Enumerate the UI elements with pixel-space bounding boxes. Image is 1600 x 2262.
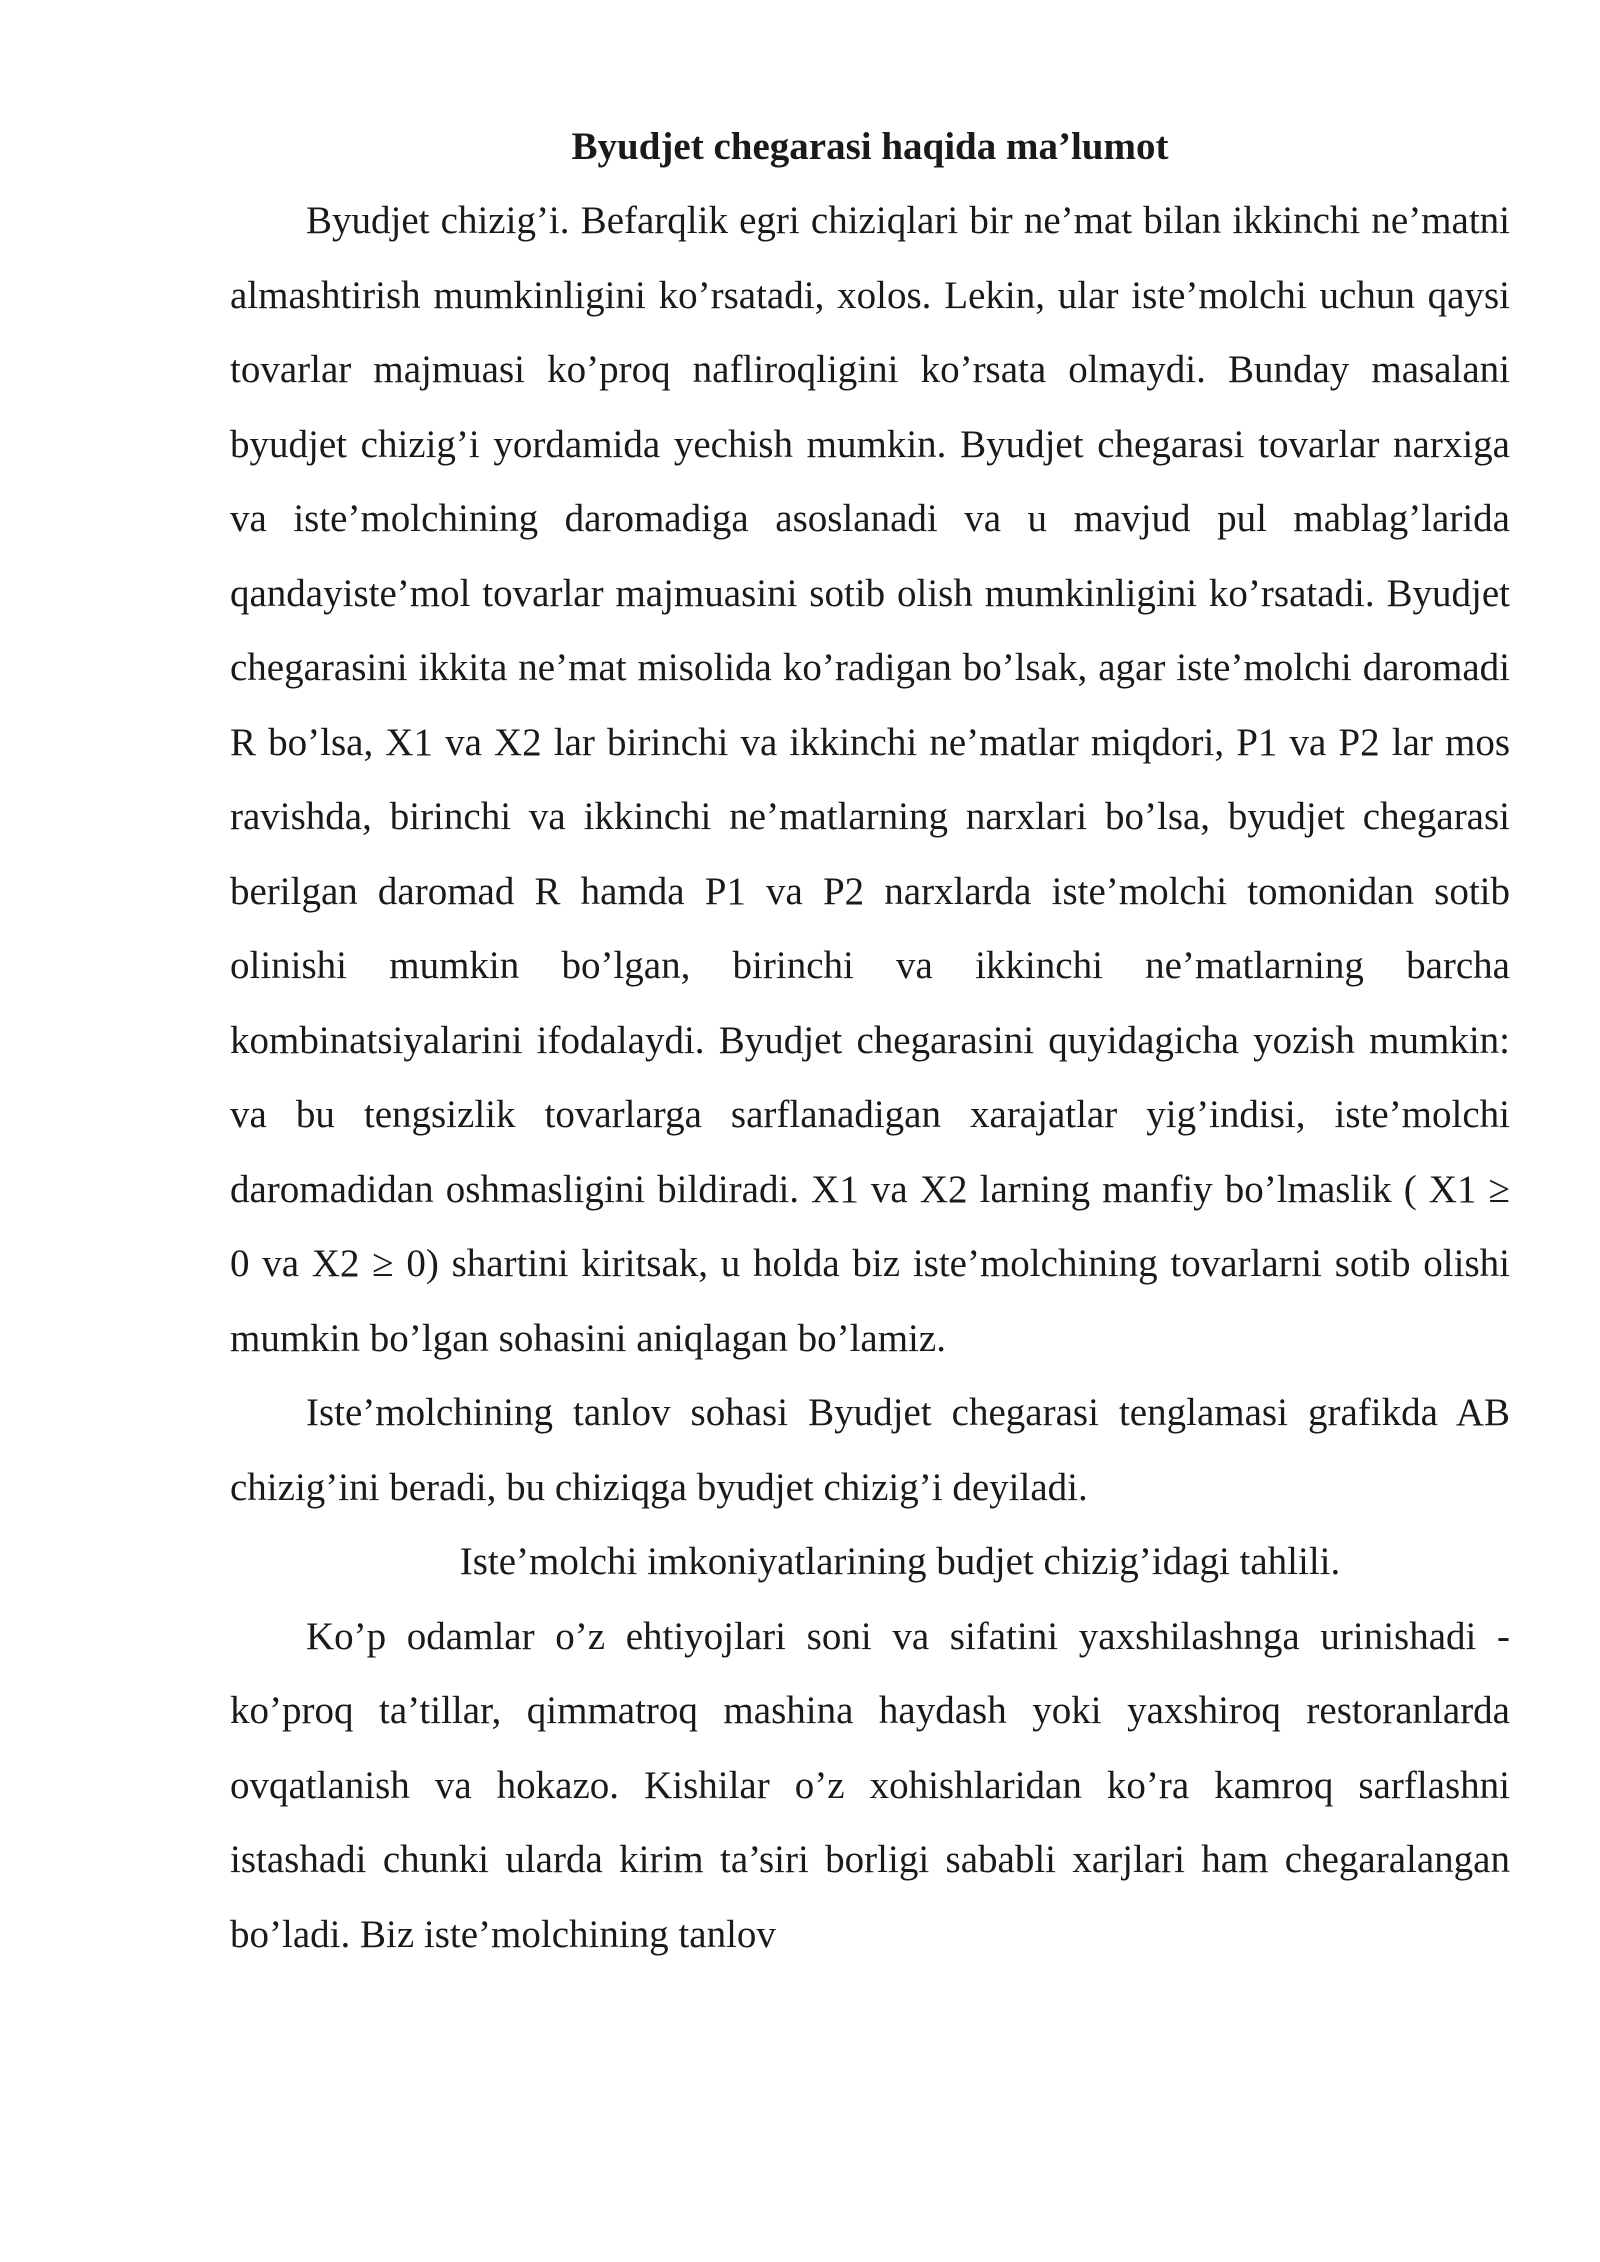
paragraph-budget-line: Byudjet chizig’i. Befarqlik egri chiziqlari bir ne’mat bilan ikkinchi ne’matni almashtirish mumkinligini ko’rsatadi, xolos. Lekin, ular iste’molchi uchun qaysi tovarlar majmuasi ko’proq nafliroqligini ko’rsata olmaydi. Bunday masalani byudjet chizig’i yordamida yechish mumkin. Byudjet chegarasi tovarlar narxiga va iste’molchining daromadiga asoslanadi va u mavjud pul mablag’larida qandayiste’mol tovarlar majmuasini sotib olish mumkinligini ko’rsatadi. Byudjet chegarasini ikkita ne’mat misolida ko’radigan bo’lsak, agar iste’molchi daromadi R bo’lsa, X1 va X2 lar birinchi va ikkinchi ne’matlar miqdori, P1 va P2 lar mos ravishda, birinchi va ikkinchi ne’matlarning narxlari bo’lsa, byudjet chegarasi berilgan daromad R hamda P1 va P2 narxlarda iste’molchi tomonidan sotib olinishi mumkin bo’lgan, birinchi va ikkinchi ne’matlarning barcha kombinatsiyalarini ifodalaydi. Byudjet chegarasini quyidagicha yozish mumkin: va bu tengsizlik tovarlarga sarflanadigan xarajatlar yig’indisi, iste’molchi daromadidan oshmasligini bildiradi. X1 va X2 larning manfiy bo’lmaslik ( X1 ≥ 0 va X2 ≥ 0) shartini kiritsak, u holda biz iste’molchining tovarlarni sotib olishi mumkin bo’lgan sohasini aniqlagan bo’lamiz. — [230, 199, 1510, 1360]
section-subheading: Iste’molchi imkoniyatlarining budjet chizig’idagi tahlili. — [459, 1540, 1341, 1583]
paragraph-choice-area: Iste’molchining tanlov sohasi Byudjet chegarasi tenglamasi grafikda AB chizig’ini beradi, bu chiziqga byudjet chizig’i deyiladi. — [230, 1391, 1510, 1509]
document-title: Byudjet chegarasi haqida ma’lumot — [571, 125, 1169, 168]
document-page — [230, 110, 1510, 1972]
paragraph-consumer-needs: Ko’p odamlar o’z ehtiyojlari soni va sifatini yaxshilashnga urinishadi - ko’proq ta’tillar, qimmatroq mashina haydash yoki yaxshiroq restoranlarda ovqatlanish va hokazo. Kishilar o’z xohishlaridan ko’ra kamroq sarflashni istashadi chunki ularda kirim ta’siri borligi sababli xarjlari ham chegaralangan bo’ladi. Biz iste’molchining tanlov — [230, 1614, 1510, 1956]
